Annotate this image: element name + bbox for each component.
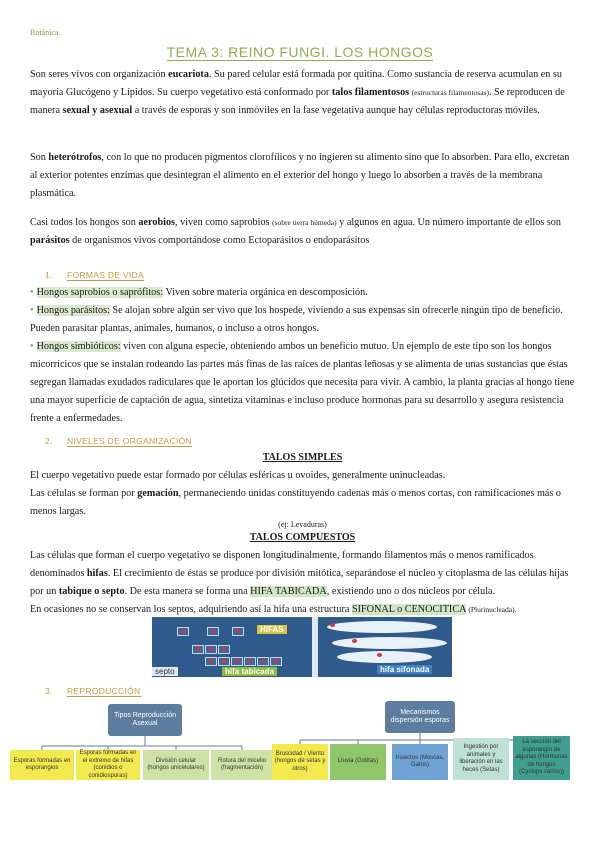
talos-compuestos-text: Las células que forman el cuerpo vegetativo se disponen longitudinalmente, formando filamentos más o menos ramificados denominados hifas. El crecimiento de éstas se produce por división mitótica, separándose el núcleo y citoplasma de las células hijas por un tabique o septo. De esta manera se forma una HIFA TABICADA, existiendo uno o dos núcleos por célula. En ocasiones no se conservan los septos, adquiriendo así la hifa una estructura SIFONAL o CENOCITICA (Plurinucleada). — [30, 550, 569, 615]
diagram-node-division-celular: División celular (hongos unicelulares) — [143, 750, 209, 780]
section-heading-formas: 1. FORMAS DE VIDA — [45, 270, 144, 280]
diagram-node-ingestion: Ingestión por animales y liberación en las heces (Setas) — [453, 738, 509, 780]
list-item: • Hongos saprobios o saprófitos: Viven sobre materia orgánica en descomposición. — [30, 287, 368, 298]
figure-divider — [312, 617, 318, 677]
example-note: (ej: Levaduras) — [278, 520, 327, 529]
intro-paragraph-2: Son heterótrofos, con lo que no producen pigmentos clorofílicos y no ingieren su alimento sino que lo absorben. Para ello, excretan al exterior potentes enzimas que desintegran el alimento en el exterior del hongo y luego lo absorben a través de la membrana plasmática. — [30, 152, 570, 199]
talos-compuestos-title: TALOS COMPUESTOS — [249, 532, 356, 543]
bullet-icon: • — [30, 305, 34, 316]
page-header: Botánica. — [30, 28, 61, 37]
formas-list — [30, 284, 575, 428]
section-heading-niveles: 2. NIVELES DE ORGANIZACIÓN — [45, 436, 192, 446]
diagram-node-conidios: Esporas formadas en el extremo de hifas (conidios o conidiosporas) — [76, 750, 140, 780]
diagram-node-esporangios: Esporas formadas en esporangios — [10, 750, 74, 780]
hifa-sifonada-label: hifa sifonada — [377, 665, 432, 674]
talos-simples-text: El cuerpo vegetativo puede estar formado por células esféricas u ovoides, generalmente uninucleadas. Las células se forman por gemación, permaneciendo unidas constituyendo cadenas más o menos cortas, con ramificaciones más o menos largas. — [30, 470, 562, 517]
list-item: • Hongos parásitos: Se alojan sobre algún ser vivo que los hospede, viviendo a sus expensas sin ofrecerle ningún tipo de beneficio. Pueden parasitar plantas, animales, humanos, o incluso a otros hongos. — [30, 305, 563, 334]
page-title: TEMA 3: REINO FUNGI. LOS HONGOS — [166, 44, 434, 60]
list-item: • Hongos simbióticos: viven con alguna especie, obteniendo ambos un beneficio mutuo. Un ejemplo de este tipo son los hongos micorrícicos que se instalan rodeando las partes más finas de las raíces de plantas leñosas y se alimenta de unas sustancias que éstas segregan llamadas exudados radiculares que le aportan los glúcidos que necesita para vivir. A cambio, la planta gracias al hongo tiene una mayor superficie de captación de agua, sintetiza vitaminas e incluso produce hormonas para su desarrollo y asegura resistencia frente a enfermedades. — [30, 341, 575, 424]
diagram-node-esporangio: La sección del esporangio de algunas (Hormonas de hongos (Cyclops varios)) — [513, 736, 570, 780]
diagram-node-fragmentacion: Rotura del micelio (fragmentación) — [211, 750, 273, 780]
septo-label: septo — [152, 667, 178, 676]
root-asexual-reproduction: Tipos Reproducción Asexual — [108, 704, 182, 736]
root-spore-dispersal: Mecanismos dispersión esporas — [385, 701, 455, 733]
diagram-node-lluvia: Lluvia (Gotitas) — [330, 744, 386, 780]
diagram-node-viento: Bruscidad / Viento (hongos de setas y otros) — [272, 744, 328, 780]
section-heading-reproduccion: 3. REPRODUCCIÓN — [45, 686, 141, 696]
bullet-icon: • — [30, 341, 34, 352]
bullet-icon: • — [30, 287, 34, 298]
hifa-tabicada-label: hifa tabicada — [222, 667, 277, 676]
intro-paragraph-1: Son seres vivos con organización eucariota. Su pared celular está formada por quitina. Como sustancia de reserva acumulan en su mayoría Glucógeno y Lípidos. Su cuerpo vegetativo está conformado por talos filamentosos (estructuras filamentosas). Se reproducen de manera sexual y asexual a través de esporas y son inmóviles en la fase vegetativa aunque hay células reproductoras móviles. — [30, 69, 565, 116]
diagram-node-insectos: Insectos (Moscas, Gatos) — [392, 744, 448, 780]
intro-paragraph-3: Casi todos los hongos son aerobios, viven como saprobios (sobre tierra húmeda) y algunos en agua. Un número importante de ellos son parásitos de organismos vivos comportándose como Ectoparásitos o endoparásitos — [30, 217, 561, 246]
hyphae-figure — [152, 617, 452, 677]
talos-simples-title: TALOS SIMPLES — [262, 452, 343, 463]
hifas-label: HIFAS — [257, 625, 287, 634]
